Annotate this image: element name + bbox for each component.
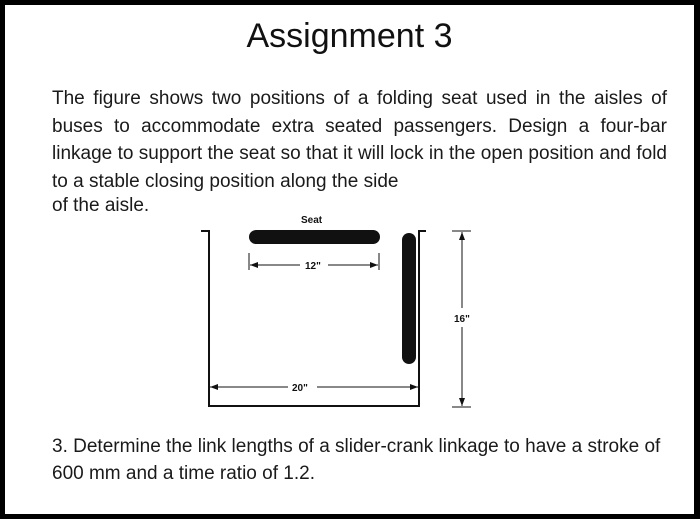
seat-open-position [249, 230, 380, 244]
dim-height-arrow-top [459, 232, 465, 240]
dim-height-label: 16" [454, 314, 470, 325]
seat-folded-position [402, 233, 416, 364]
dim-height-arrow-bottom [459, 398, 465, 406]
dim-seat-width-label: 12" [305, 261, 321, 272]
slide-title: Assignment 3 [246, 17, 453, 55]
dim-aisle-width-label: 20" [292, 383, 308, 394]
aisle-outline [201, 231, 426, 406]
dim-seat-arrow-right [370, 262, 378, 268]
seat-label: Seat [301, 215, 323, 226]
intro-paragraph-end: of the aisle. [52, 195, 150, 216]
slide [5, 5, 694, 514]
dim-seat-arrow-left [250, 262, 258, 268]
dim-aisle-arrow-left [210, 384, 218, 390]
intro-paragraph: The figure shows two positions of a folding seat used in the aisles of buses to accommodate extra seated passengers. Design a four-bar linkage to support the seat so that it will lock in the open position and fold to a stable closing position along the side [52, 88, 667, 192]
dim-aisle-arrow-right [410, 384, 418, 390]
question-3: 3. Determine the link lengths of a slider-crank linkage to have a stroke of 600 mm and a time ratio of 1.2. [52, 436, 661, 484]
